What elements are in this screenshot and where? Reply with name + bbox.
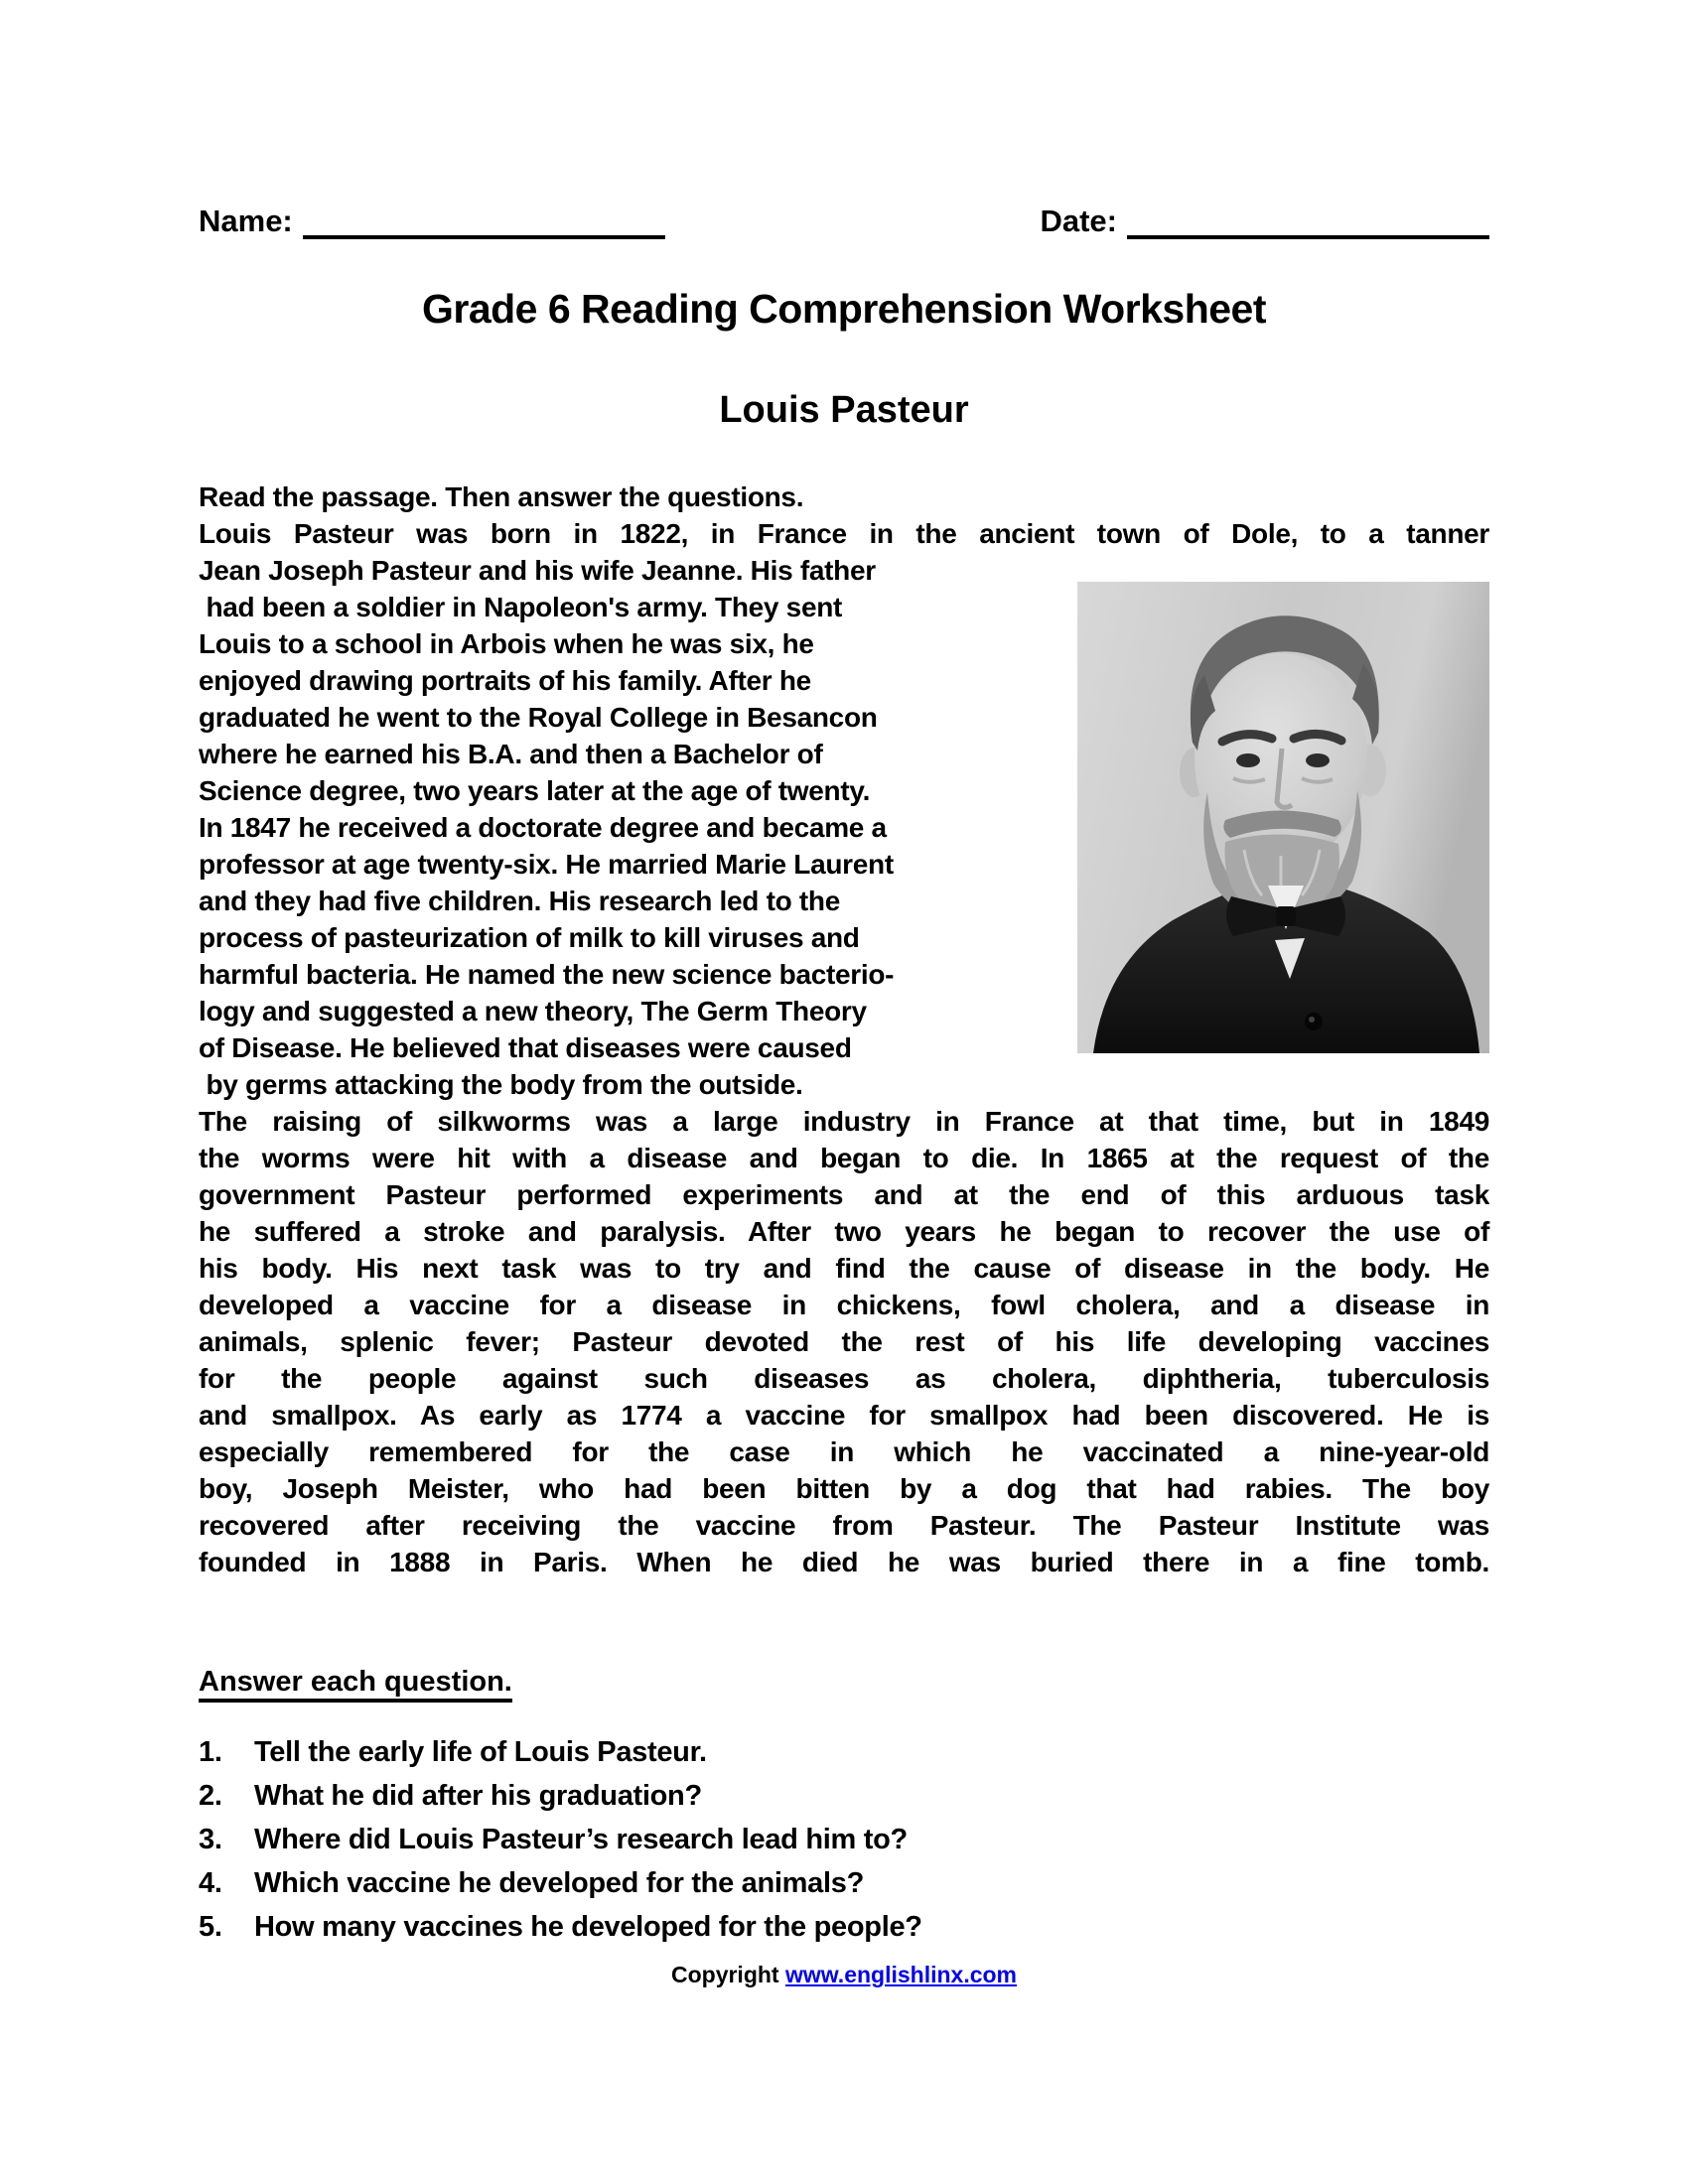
date-blank-line[interactable] [1127,205,1489,239]
date-field [1040,204,1489,239]
passage-line: process of pasteurization of milk to kill viruses and [199,922,860,953]
questions-list [199,1730,1489,1949]
question-number: 2. [199,1780,222,1812]
passage-line: animals, splenic fever; Pasteur devoted the rest of his life developing vaccines [199,1326,1489,1357]
passage-line: the worms were hit with a disease and began to die. In 1865 at the request of the [199,1143,1489,1173]
passage-line: by germs attacking the body from the outside. [199,1069,803,1100]
passage-wrap-section [199,552,1489,1103]
question-number: 5. [199,1911,222,1943]
passage-title: Louis Pasteur [719,389,969,431]
copyright-label: Copyright [670,1962,779,1987]
passage-full-width-text [199,1103,1489,1580]
question-item [199,1818,1489,1861]
passage-intro-line: Louis Pasteur was born in 1822, in France in the ancient town of Dole, to a tanner [199,518,1489,549]
passage-wrapped-text [199,552,1038,1103]
passage-line: boy, Joseph Meister, who had been bitten by a dog that had rabies. The boy [199,1473,1489,1504]
passage-line: and smallpox. As early as 1774 a vaccine for smallpox had been discovered. He is [199,1400,1489,1431]
passage-line: enjoyed drawing portraits of his family. After he [199,665,811,696]
passage-line: founded in 1888 in Paris. When he died he was buried there in a fine tomb. [199,1547,1489,1577]
louis-pasteur-portrait-graphic [1077,582,1489,1053]
passage-line: developed a vaccine for a disease in chickens, fowl cholera, and a disease in [199,1290,1489,1320]
passage-line: had been a soldier in Napoleon's army. They sent [199,592,843,622]
passage-line: Jean Joseph Pasteur and his wife Jeanne. His father [199,555,876,586]
passage [199,515,1489,1580]
instruction-text: Read the passage. Then answer the questions. [199,481,804,512]
worksheet-title: Grade 6 Reading Comprehension Worksheet [421,286,1267,332]
questions-heading-text: Answer each question. [199,1666,512,1703]
passage-line: his body. His next task was to try and find the cause of disease in the body. He [199,1253,1489,1284]
question-text: What he did after his graduation? [254,1780,702,1812]
question-text: Which vaccine he developed for the animals? [254,1867,864,1899]
passage-line: government Pasteur performed experiments and at the end of this arduous task [199,1179,1489,1210]
passage-line: logy and suggested a new theory, The Germ Theory [199,996,867,1026]
name-blank-line[interactable] [303,205,665,239]
question-item [199,1730,1489,1774]
question-item [199,1905,1489,1949]
question-number: 3. [199,1824,222,1855]
passage-line: he suffered a stroke and paralysis. After two years he began to recover the use of [199,1216,1489,1247]
englishlinx-link[interactable]: www.englishlinx.com [784,1962,1018,1987]
passage-line: harmful bacteria. He named the new science bacterio- [199,959,895,990]
passage-line: professor at age twenty-six. He married Marie Laurent [199,849,894,880]
name-field [199,204,665,239]
passage-line: and they had five children. His research led to the [199,886,840,916]
passage-line: In 1847 he received a doctorate degree and became a [199,812,887,843]
passage-line: especially remembered for the case in which he vaccinated a nine-year-old [199,1436,1489,1467]
question-number: 1. [199,1736,222,1768]
passage-line: graduated he went to the Royal College in Besancon [199,702,878,733]
passage-line: Louis to a school in Arbois when he was six, he [199,628,814,659]
passage-line: of Disease. He believed that diseases were caused [199,1032,852,1063]
date-label: Date: [1040,204,1117,238]
question-number: 4. [199,1867,222,1899]
question-text: Where did Louis Pasteur’s research lead him to? [254,1824,908,1855]
passage-line: where he earned his B.A. and then a Bachelor of [199,739,823,769]
questions-section-heading [199,1664,1489,1701]
question-text: How many vaccines he developed for the people? [254,1911,922,1943]
passage-line: Science degree, two years later at the age of twenty. [199,775,871,806]
question-text: Tell the early life of Louis Pasteur. [254,1736,707,1768]
name-label: Name: [199,204,293,238]
passage-line: recovered after receiving the vaccine from Pasteur. The Pasteur Institute was [199,1510,1489,1541]
passage-line: for the people against such diseases as cholera, diphtheria, tuberculosis [199,1363,1489,1394]
footer [199,1961,1489,1988]
question-item [199,1861,1489,1905]
louis-pasteur-photo [1077,582,1489,1053]
question-item [199,1774,1489,1818]
passage-line: The raising of silkworms was a large industry in France at that time, but in 1849 [199,1106,1489,1137]
name-date-row [199,204,1489,239]
